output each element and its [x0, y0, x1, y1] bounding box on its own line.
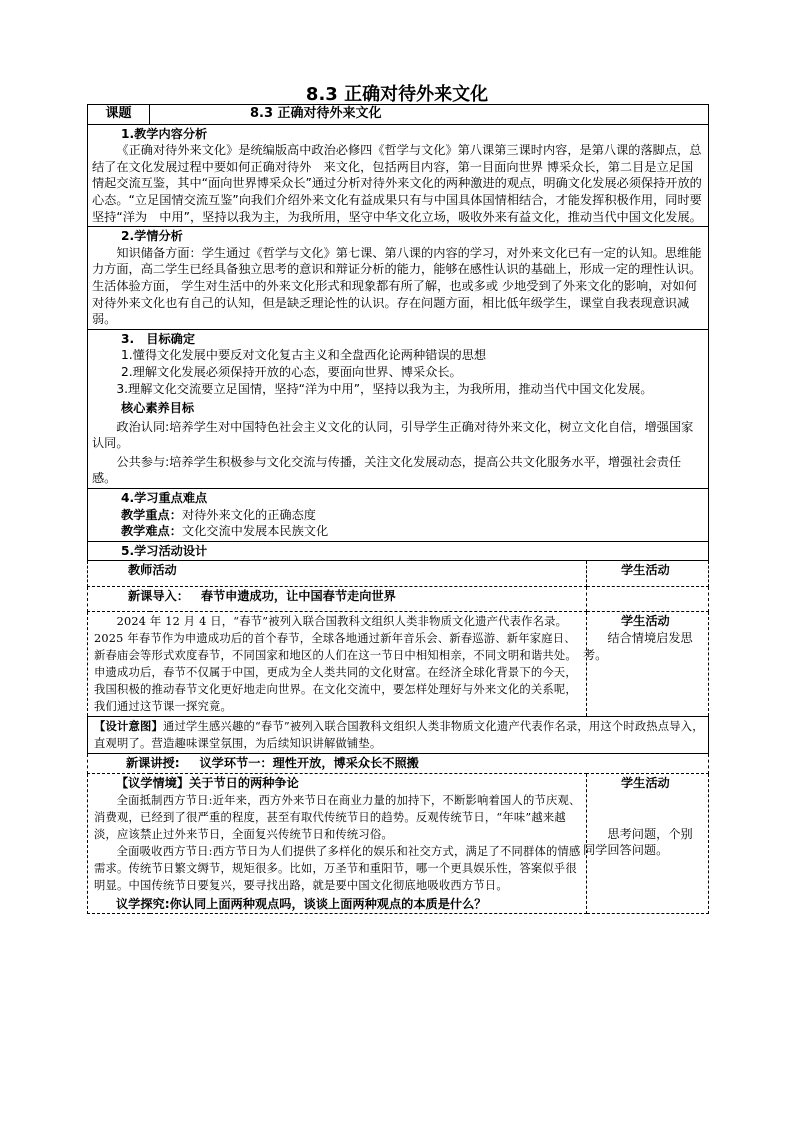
section-student-analysis	[88, 227, 709, 330]
situation-label: 【议学情境】	[116, 776, 190, 791]
design-intent-row	[88, 717, 709, 754]
difficulty-text: 文化交流中发展本民族文化	[181, 524, 329, 539]
section-content-analysis	[88, 124, 709, 227]
core-literacy-heading: 核心素养目标	[121, 401, 195, 416]
view-absorb: 全面吸收西方节日:西方节日为人们提供了多样化的娱乐和社交方式，满足了不同群体的情感需求。传统节日繁文缛节，规矩很多。比如，万圣节和重阳节，哪一个更具娱乐性，答案似乎很明显。中国传统节日要复兴，要寻找出路，就是要中国文化彻底地吸收西方节日。	[94, 844, 581, 892]
design-intent-label: 【设计意图】	[94, 720, 163, 734]
section-4-heading: 4.学习重点难点	[121, 491, 208, 506]
situation-row	[88, 774, 709, 914]
lecture-stage: 议学环节一：理性开放，博采众长不照搬	[199, 756, 419, 771]
situation-title: 关于节日的两种争论	[189, 776, 299, 791]
goal-item: 3.理解文化交流要立足国情，坚持“洋为中用”，坚持以我为主，为我所用，推动当代中国文化发展。	[116, 381, 653, 396]
section-3-heading: 3. 目标确定	[121, 331, 196, 346]
intro-title: 春节申遗成功，让中国春节走向世界	[200, 589, 396, 604]
intro-text: 2024 年 12 月 4 日，“春节”被列入联合国教科文组织人类非物质文化遗产代表作名录。2025 年春节作为申遗成功后的首个春节，全球各地通过新年音乐会、新春巡游、新年家庭日、新春庙会等形式欢度春节，不同国家和地区的人们在这一节日中相知相亲，不同文明和谐共处。申遗成功后，春节不仅属于中国，更成为全人类共同的文化财富。在经济全球化背景下的今天，我国积极的推动春节文化更好地走向世界。在文化交流中，要怎样处理好与外来文化的关系呢，我们通过这节课一探究竟。	[88, 612, 587, 717]
inquiry-label: 议学探究:	[116, 896, 170, 911]
stage-student-text: 思考问题，个别同学回答问题。	[583, 826, 693, 858]
section-2-heading: 2.学情分析	[121, 229, 183, 244]
page-title: 8.3 正确对待外来文化	[305, 84, 489, 105]
header-value: 8.3 正确对待外来文化	[150, 105, 709, 125]
section-1-heading: 1.教学内容分析	[121, 126, 208, 141]
lecture-row	[88, 754, 709, 774]
section-activity-heading	[88, 541, 709, 561]
section-5-heading: 5.学习活动设计	[88, 541, 709, 561]
section-2-text: 知识储备方面：学生通过《哲学与文化》第七课、第八课的内容的学习，对外来文化已有一定的认知。思维能力方面，高二学生已经具备独立思考的意识和辩证分析的能力，能够在感性认识的基础上，形成一定的理性认识。生活体验方面， 学生对生活中的外来文化形式和现象都有所了解，也或多或 少地受到了外来文化的影响，对如何对待外来文化也有自己的认知，但是缺乏理论性的认识。存在问题方面，相比低年级学生，课堂自我表现意识减弱。	[92, 245, 702, 327]
inquiry-question: 你认同上面两种观点吗，谈谈上面两种观点的本质是什么？	[169, 896, 487, 911]
view-reject: 全面抵制西方节日:近年来，西方外来节日在商业力量的加持下，不断影响着国人的节庆观、消费观，已经到了很严重的程度，甚至有取代传统节日的趋势。反观传统节日，“年味”越来越淡，应该禁止过外来节日，全面复兴传统节日和传统习俗。	[94, 793, 581, 841]
core-item: 政治认同:培养学生对中国特色社会主义文化的认同，引导学生正确对待外来文化，树立文化自信，增强国家认同。	[92, 419, 694, 451]
stage-student-label: 学生活动	[621, 776, 670, 791]
student-activity-header: 学生活动	[587, 561, 709, 587]
key-point-label: 教学重点：	[121, 507, 182, 522]
section-key-points	[88, 489, 709, 542]
intro-row	[88, 587, 709, 612]
header-label: 课题	[88, 105, 150, 125]
intro-label: 新课导入：	[128, 589, 189, 604]
teacher-activity-header: 教师活动	[88, 561, 587, 587]
lecture-label: 新课讲授:	[126, 756, 180, 771]
section-goals	[88, 329, 709, 488]
goal-item: 1.懂得文化发展中要反对文化复古主义和全盘西化论两种错误的思想	[121, 348, 487, 363]
header-row	[88, 105, 709, 125]
section-1-text: 《正确对待外来文化》是统编版高中政治必修四《哲学与文化》第八课第三课时内容，是第八课的落脚点，总结了在文化发展过程中要如何正确对待外 来文化，包括两目内容，第一目面向世界 博采众长，第二目是立足国情起交流互鉴，其中“面向世界博采众长”通过分析对待外来文化的两种激进的观点，明确文化发展必须保持开放的心态。“立足国情交流互鉴”向我们介绍外来文化有益成果只有与中国具体国情相结合，才能发挥积极作用，同时要坚持“洋为 中用”，坚持以我为主，为我所用，坚守中华文化立场，吸收外来有益文化，推动当代中国文化发展。	[92, 143, 702, 224]
difficulty-label: 教学难点：	[121, 524, 182, 539]
goal-item: 2.理解文化发展必须保持开放的心态，要面向世界、博采众长。	[121, 364, 462, 379]
design-intent-text: 通过学生感兴趣的“春节”被列入联合国教科文组织人类非物质文化遗产代表作名录，用这个时政热点导入，直观明了。营造趣味课堂氛围，为后续知识讲解做铺垫。	[94, 720, 704, 751]
intro-student-text: 结合情境启发思考。	[583, 631, 693, 662]
activity-column-headers	[88, 561, 709, 587]
lesson-plan-table	[87, 104, 709, 914]
intro-student-label: 学生活动	[621, 614, 670, 629]
key-point-text: 对待外来文化的正确态度	[181, 507, 316, 522]
intro-content-row	[88, 612, 709, 717]
core-item: 公共参与:培养学生积极参与文化交流与传播，关注文化发展动态，提高公共文化服务水平，增强社会责任感。	[92, 454, 682, 486]
